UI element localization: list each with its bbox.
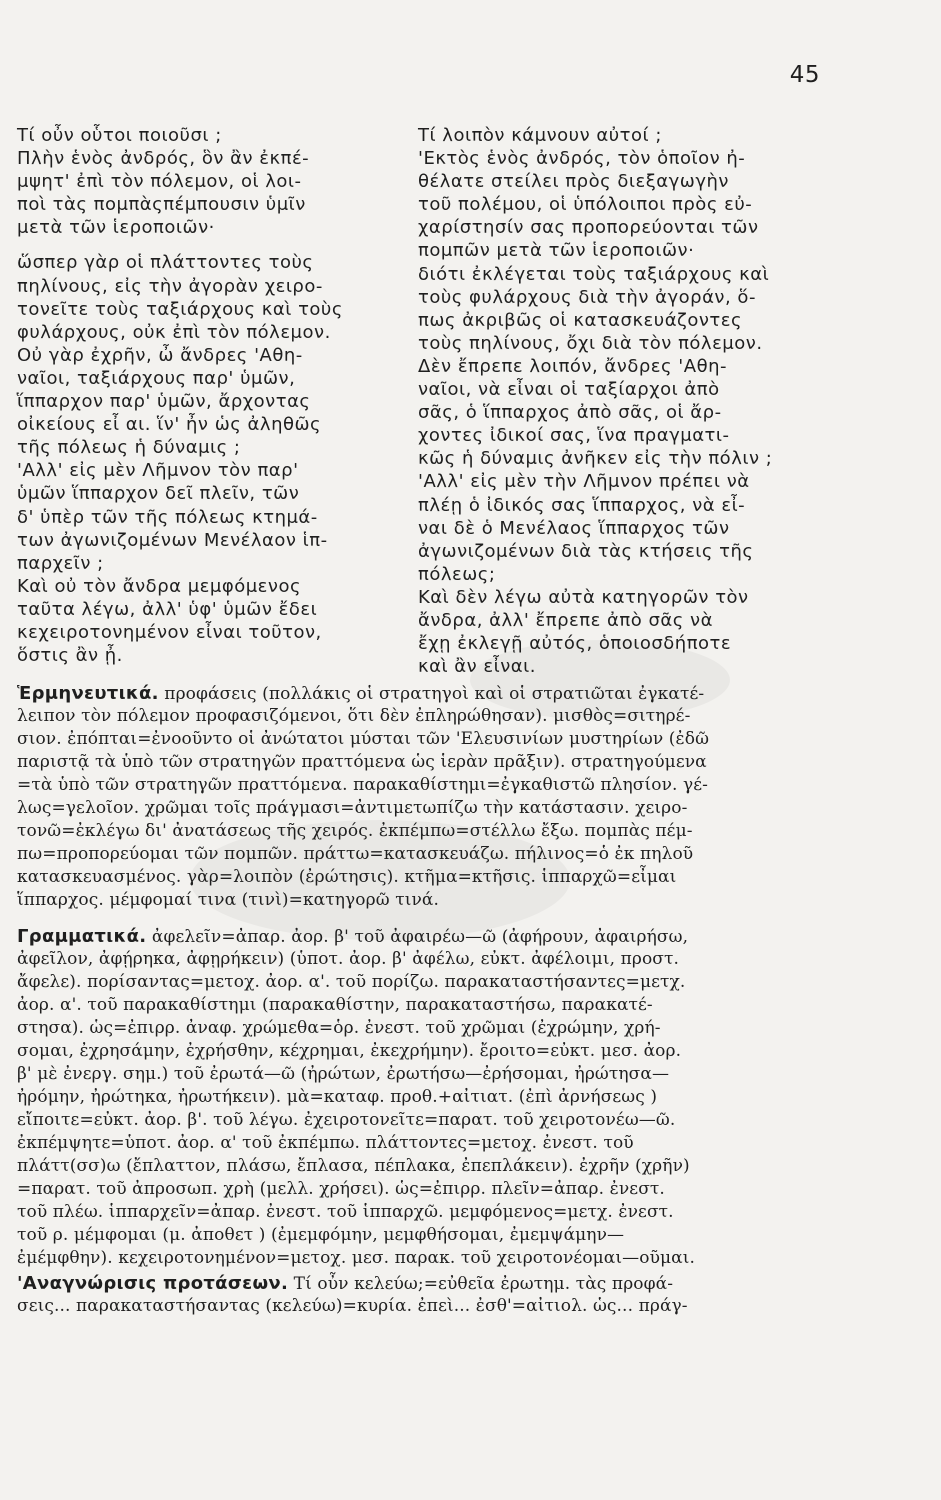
text-line: τοὺς πηλίνους, ὄχι διὰ τὸν πόλεμον. [418, 332, 763, 354]
note-line: στησα). ὡς=ἐπιρρ. ἀναφ. χρώμεθα=ὁρ. ἐνεστ. τοῦ χρῶμαι (ἐχρώμην, χρή- [17, 1018, 661, 1038]
text-line: κῶς ἡ δύναμις ἀνῆκεν εἰς τὴν πόλιν ; [418, 448, 773, 470]
text-line: Δὲν ἔπρεπε λοιπόν, ἄνδρες 'Αθη- [418, 355, 727, 377]
note-line: ἵππαρχος. μέμφομαί τινα (τινὶ)=κατηγορῶ τινά. [17, 890, 439, 910]
greek-original-column [17, 124, 369, 667]
text-line: μετὰ τῶν ἱεροποιῶν· [17, 217, 215, 239]
note-line: ἐκπέμψητε=ὑποτ. ἀορ. α' τοῦ ἐκπέμπω. πλάττοντες=μετοχ. ἐνεστ. τοῦ [17, 1133, 634, 1153]
hermeneutika-notes [17, 682, 829, 912]
text-line: σᾶς, ὁ ἵππαρχος ἀπὸ σᾶς, οἱ ἄρ- [418, 402, 722, 424]
text-line: Πλὴν ἑνὸς ἀνδρός, ὃν ἂν ἐκπέ- [17, 148, 310, 170]
text-line: ἀγωνιζομένων διὰ τὰς κτήσεις τῆς [418, 540, 754, 562]
note-line: σομαι, ἐχρησάμην, ἐχρήσθην, κέχρημαι, ἐκεχρήμην). ἔροιτο=εὐκτ. μεσ. ἀορ. [17, 1041, 682, 1061]
text-line: πομπῶν μετὰ τῶν ἱεροποιῶν· [418, 240, 695, 262]
anagnorisis-notes [17, 1272, 829, 1318]
text-line: μψητ' ἐπὶ τὸν πόλεμον, οἱ λοι- [17, 171, 302, 193]
text-line: πηλίνους, εἰς τὴν ἀγορὰν χειρο- [17, 275, 323, 297]
anagnorisis-heading: 'Αναγνώρισις προτάσεων. [17, 1273, 289, 1294]
text-line: πλέῃ ὁ ἰδικός σας ἵππαρχος, νὰ εἶ- [418, 494, 746, 516]
note-text: ἀφελεῖν=ἀπαρ. ἀορ. β' τοῦ ἀφαιρέω—ῶ (ἀφήρουν, ἀφαιρήσω, [151, 927, 689, 947]
text-line: τοῦ πολέμου, οἱ ὑπόλοιποι πρὸς εὐ- [418, 194, 753, 216]
text-line: ναῖοι, ταξιάρχους παρ' ὑμῶν, [17, 367, 296, 389]
grammatika-notes [17, 925, 829, 1270]
text-line: πως ἀκριβῶς οἱ κατασκευάζοντες [418, 309, 743, 331]
note-line: ἠρόμην, ἠρώτηκα, ἠρωτήκειν). μὰ=καταφ. προθ.+αἰτιατ. (ἐπὶ ἀρνήσεως ) [17, 1087, 658, 1107]
note-line: τοῦ πλέω. ἱππαρχεῖν=ἀπαρ. ἐνεστ. τοῦ ἱππαρχῶ. μεμφόμενος=μετχ. ἐνεστ. [17, 1202, 674, 1222]
modern-translation-column [418, 124, 822, 678]
note-text: Τί οὖν κελεύω;=εὐθεῖα ἐρωτημ. τὰς προφά- [293, 1274, 674, 1294]
text-line: ἵππαρχον παρ' ὑμῶν, ἄρχοντας [17, 391, 311, 413]
note-line: τοῦ ρ. μέμφομαι (μ. ἀποθετ ) (ἐμεμφόμην, μεμφθήσομαι, ἐμεμψάμην— [17, 1225, 625, 1245]
note-line: ἄφελε). πορίσαντας=μετοχ. ἀορ. α'. τοῦ πορίζω. παρακαταστήσαντες=μετχ. [17, 972, 686, 992]
text-line: ταῦτα λέγω, ἀλλ' ὑφ' ὑμῶν ἔδει [17, 598, 318, 620]
text-line: πόλεως; [418, 563, 496, 585]
text-line: δ' ὑπὲρ τῶν τῆς πόλεως κτημά- [17, 506, 318, 528]
text-line: τονεῖτε τοὺς ταξιάρχους καὶ τοὺς [17, 298, 343, 320]
text-line: ὑμῶν ἵππαρχον δεῖ πλεῖν, τῶν [17, 483, 300, 505]
page-number: 45 [789, 62, 820, 88]
text-line: ναῖοι, νὰ εἶναι οἱ ταξίαρχοι ἀπὸ [418, 379, 720, 401]
note-line: εἴποιτε=εὐκτ. ἀορ. β'. τοῦ λέγω. ἐχειροτονεῖτε=παρατ. τοῦ χειροτονέω—ῶ. [17, 1110, 676, 1130]
note-line: =παρατ. τοῦ ἀπροσωπ. χρὴ (μελλ. χρήσει). ὡς=ἐπιρρ. πλεῖν=ἀπαρ. ἐνεστ. [17, 1179, 665, 1199]
text-line: τοὺς φυλάρχους διὰ τὴν ἀγοράν, ὅ- [418, 286, 756, 308]
note-line: ἀφεῖλον, ἀφῄρηκα, ἀφῃρήκειν) (ὑποτ. ἀορ. β' ἀφέλω, εὐκτ. ἀφέλοιμι, προστ. [17, 949, 680, 969]
hermeneutika-heading: Ἑρμηνευτικά. [17, 683, 159, 704]
note-line: =τὰ ὑπὸ τῶν στρατηγῶν πραττόμενα. παρακαθίστημι=ἐγκαθιστῶ πλησίον. γέ- [17, 775, 709, 795]
note-line: λως=γελοῖον. χρῶμαι τοῖς πράγμασι=ἀντιμετωπίζω τὴν κατάστασιν. χειρο- [17, 798, 688, 818]
grammatika-heading: Γραμματικά. [17, 926, 147, 947]
text-line: χοντες ἰδικοί σας, ἵνα πραγματι- [418, 425, 730, 447]
note-line: ἐμέμφθην). κεχειροτονημένον=μετοχ. μεσ. παρακ. τοῦ χειροτονέομαι—οῦμαι. [17, 1248, 696, 1268]
text-line: 'Αλλ' εἰς μὲν Λῆμνον τὸν παρ' [17, 460, 299, 482]
text-line: Τί οὖν οὗτοι ποιοῦσι ; [17, 125, 222, 146]
text-line: Καὶ δὲν λέγω αὐτὰ κατηγορῶν τὸν [418, 586, 749, 608]
text-line: ὅστις ἂν ᾖ. [17, 645, 123, 667]
note-text: προφάσεις (πολλάκις οἱ στρατηγοὶ καὶ οἱ στρατιῶται ἐγκατέ- [164, 684, 705, 704]
note-line: πλάττ(σσ)ω (ἔπλαττον, πλάσω, ἔπλασα, πέπλακα, ἐπεπλάκειν). ἐχρῆν (χρῆν) [17, 1156, 690, 1176]
note-line: παριστᾷ τὰ ὑπὸ τῶν στρατηγῶν πραττόμενα ὡς ἱερὰν πρᾶξιν). στρατηγούμενα [17, 752, 707, 772]
note-line: β' μὲ ἐνεργ. σημ.) τοῦ ἐρωτά—ῶ (ἠρώτων, ἐρωτήσω—ἐρήσομαι, ἠρώτησα— [17, 1064, 670, 1084]
note-line [17, 925, 829, 948]
text-line: καὶ ἂν εἶναι. [418, 656, 536, 678]
text-line: 'Εκτὸς ἑνὸς ἀνδρός, τὸν ὁποῖον ἠ- [418, 148, 746, 170]
text-line: οἰκείους εἶ αι. ἵν' ἦν ὡς ἀληθῶς [17, 414, 322, 436]
note-line: πω=προπορεύομαι τῶν πομπῶν. πράττω=κατασκευάζω. πήλινος=ὁ ἐκ πηλοῦ [17, 844, 694, 864]
text-line: Τί λοιπὸν κάμνουν αὐτοί ; [418, 125, 662, 146]
text-line: ἔχῃ ἐκλεγῇ αὐτός, ὁποιοσδήποτε [418, 633, 732, 655]
note-line: τονῶ=ἐκλέγω δι' ἀνατάσεως τῆς χειρός. ἐκπέμπω=στέλλω ἔξω. πομπὰς πέμ- [17, 821, 693, 841]
text-line: θέλατε στείλει πρὸς διεξαγωγὴν [418, 171, 729, 193]
text-line: ὥσπερ γὰρ οἱ πλάττοντες τοὺς [17, 252, 314, 274]
note-line: κατασκευασμένος. γὰρ=λοιπὸν (ἐρώτησις). κτῆμα=κτῆσις. ἱππαρχῶ=εἶμαι [17, 867, 677, 887]
text-line: των ἀγωνιζομένων Μενέλαον ἱπ- [17, 529, 328, 551]
text-line: Οὐ γὰρ ἐχρῆν, ὦ ἄνδρες 'Αθη- [17, 344, 303, 366]
note-line [17, 682, 829, 705]
text-line: Καὶ οὐ τὸν ἄνδρα μεμφόμενος [17, 575, 302, 597]
note-line: λειπον τὸν πόλεμον προφασιζόμενοι, ὅτι δὲν ἐπληρώθησαν). μισθὸς=σιτηρέ- [17, 706, 691, 726]
note-line: ἀορ. α'. τοῦ παρακαθίστημι (παρακαθίστην, παρακαταστήσω, παρακατέ- [17, 995, 653, 1015]
text-line: ἄνδρα, ἀλλ' ἔπρεπε ἀπὸ σᾶς νὰ [418, 609, 713, 631]
note-line: σιον. ἐπόπται=ἐνοοῦντο οἱ ἀνώτατοι μύσται τῶν 'Ελευσινίων μυστηρίων (ἐδῶ [17, 729, 710, 749]
text-line: ποὶ τὰς πομπὰςπέμπουσιν ὑμῖν [17, 194, 306, 216]
text-line: τῆς πόλεως ἡ δύναμις ; [17, 437, 241, 459]
text-line: παρχεῖν ; [17, 552, 104, 574]
note-line [17, 1272, 829, 1295]
text-line: χαρίστησίν σας προπορεύονται τῶν [418, 217, 759, 239]
text-line: 'Αλλ' εἰς μὲν τὴν Λῆμνον πρέπει νὰ [418, 471, 750, 493]
text-line: κεχειροτονημένον εἶναι τοῦτον, [17, 621, 322, 643]
text-line: διότι ἐκλέγεται τοὺς ταξιάρχους καὶ [418, 263, 770, 285]
note-line: σεις... παρακαταστήσαντας (κελεύω)=κυρία. ἐπεὶ... ἐσθ'=αἰτιολ. ὡς... πράγ- [17, 1296, 688, 1316]
text-line: φυλάρχους, οὐκ ἐπὶ τὸν πόλεμον. [17, 321, 331, 343]
text-line: ναι δὲ ὁ Μενέλαος ἵππαρχος τῶν [418, 517, 730, 539]
